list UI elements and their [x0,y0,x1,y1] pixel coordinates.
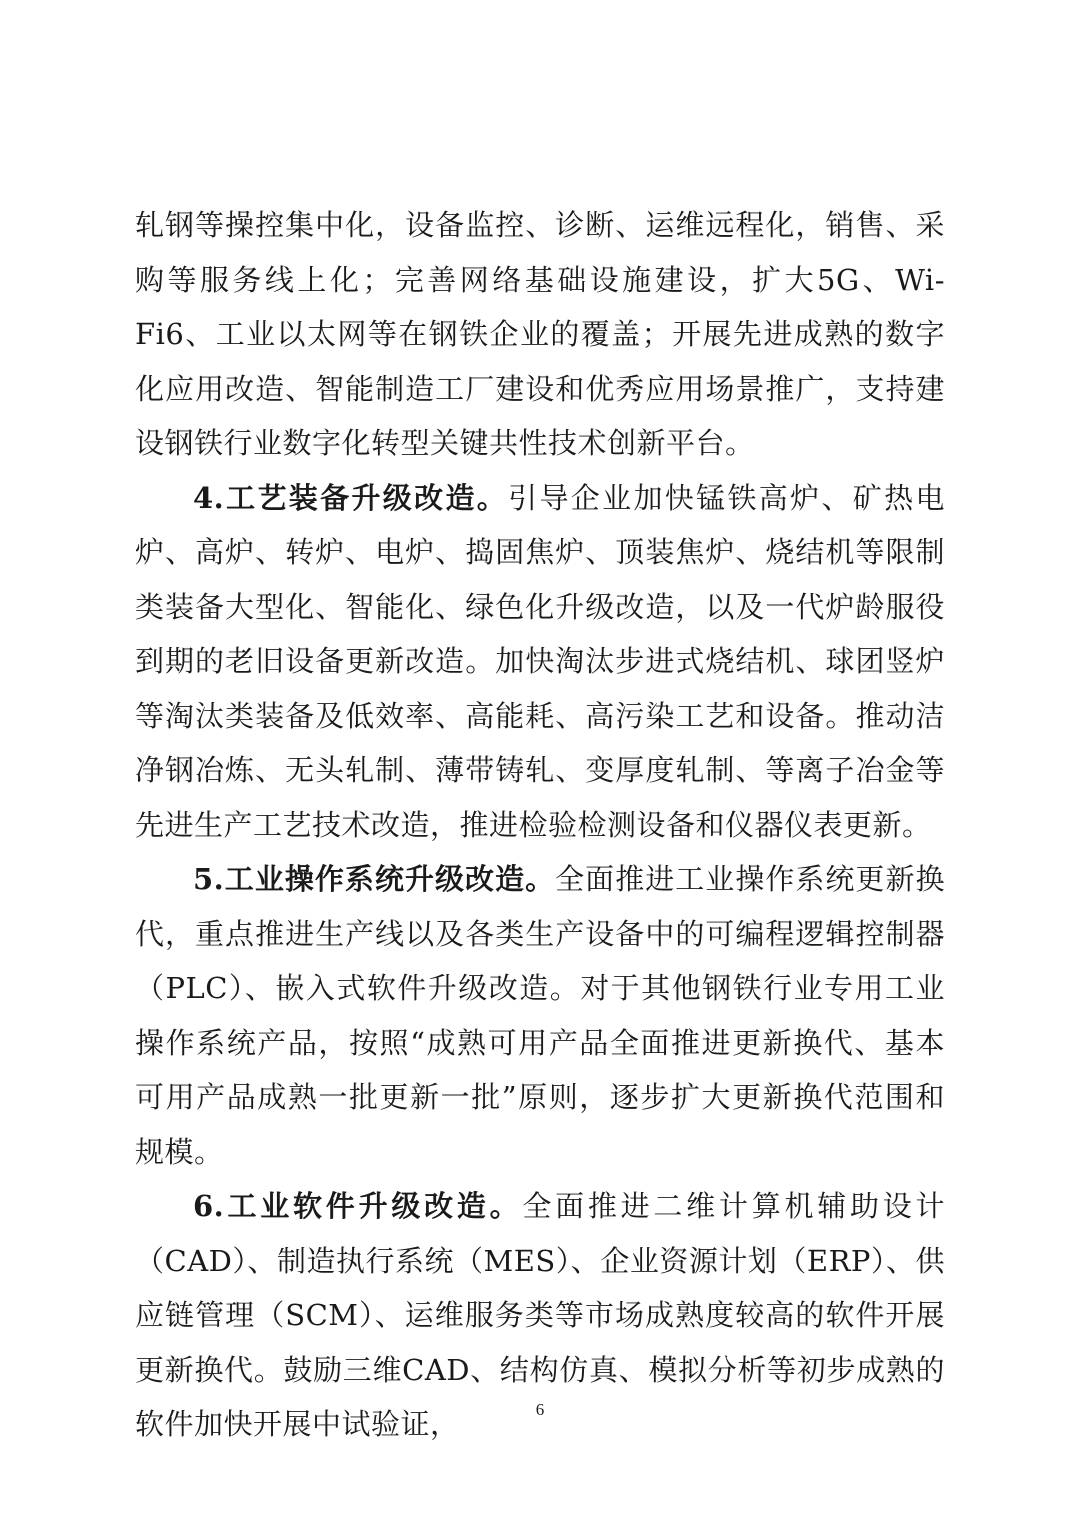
section-heading: 5.工业操作系统升级改造。 [193,862,556,896]
body-text [135,198,945,1452]
section-heading: 6.工业软件升级改造。 [193,1189,523,1223]
paragraph-section-5 [135,852,945,1179]
section-heading: 4.工艺装备升级改造。 [193,480,509,515]
page-number: 6 [535,1400,545,1419]
paragraph-continuation [135,198,945,471]
paragraph-text: 引导企业加快锰铁高炉、矿热电炉、高炉、转炉、电炉、捣固焦炉、顶装焦炉、烧结机等限制类装备大型化、智能化、绿色化升级改造，以及一代炉龄服役到期的老旧设备更新改造。加快淘汰步进式烧结机、球团竖炉等淘汰类装备及低效率、高能耗、高污染工艺和设备。推动洁净钢冶炼、无头轧制、薄带铸轧、变厚度轧制、等离子冶金等先进生产工艺技术改造，推进检验检测设备和仪器仪表更新。 [135,480,945,842]
paragraph-text: 轧钢等操控集中化，设备监控、诊断、运维远程化，销售、采购等服务线上化；完善网络基础设施建设，扩大5G、Wi-Fi6、工业以太网等在钢铁企业的覆盖；开展先进成熟的数字化应用改造、智能制造工厂建设和优秀应用场景推广，支持建设钢铁行业数字化转型关键共性技术创新平台。 [135,208,945,460]
paragraph-section-4 [135,471,945,853]
paragraph-text: 全面推进工业操作系统更新换代，重点推进生产线以及各类生产设备中的可编程逻辑控制器（PLC）、嵌入式软件升级改造。对于其他钢铁行业专用工业操作系统产品，按照“成熟可用产品全面推进更新换代、基本可用产品成熟一批更新一批”原则，逐步扩大更新换代范围和规模。 [135,862,945,1169]
paragraph-text: 全面推进二维计算机辅助设计（CAD）、制造执行系统（MES）、企业资源计划（ERP）、供应链管理（SCM）、运维服务类等市场成熟度较高的软件开展更新换代。鼓励三维CAD、结构仿真、模拟分析等初步成熟的软件加快开展中试验证， [135,1189,945,1441]
